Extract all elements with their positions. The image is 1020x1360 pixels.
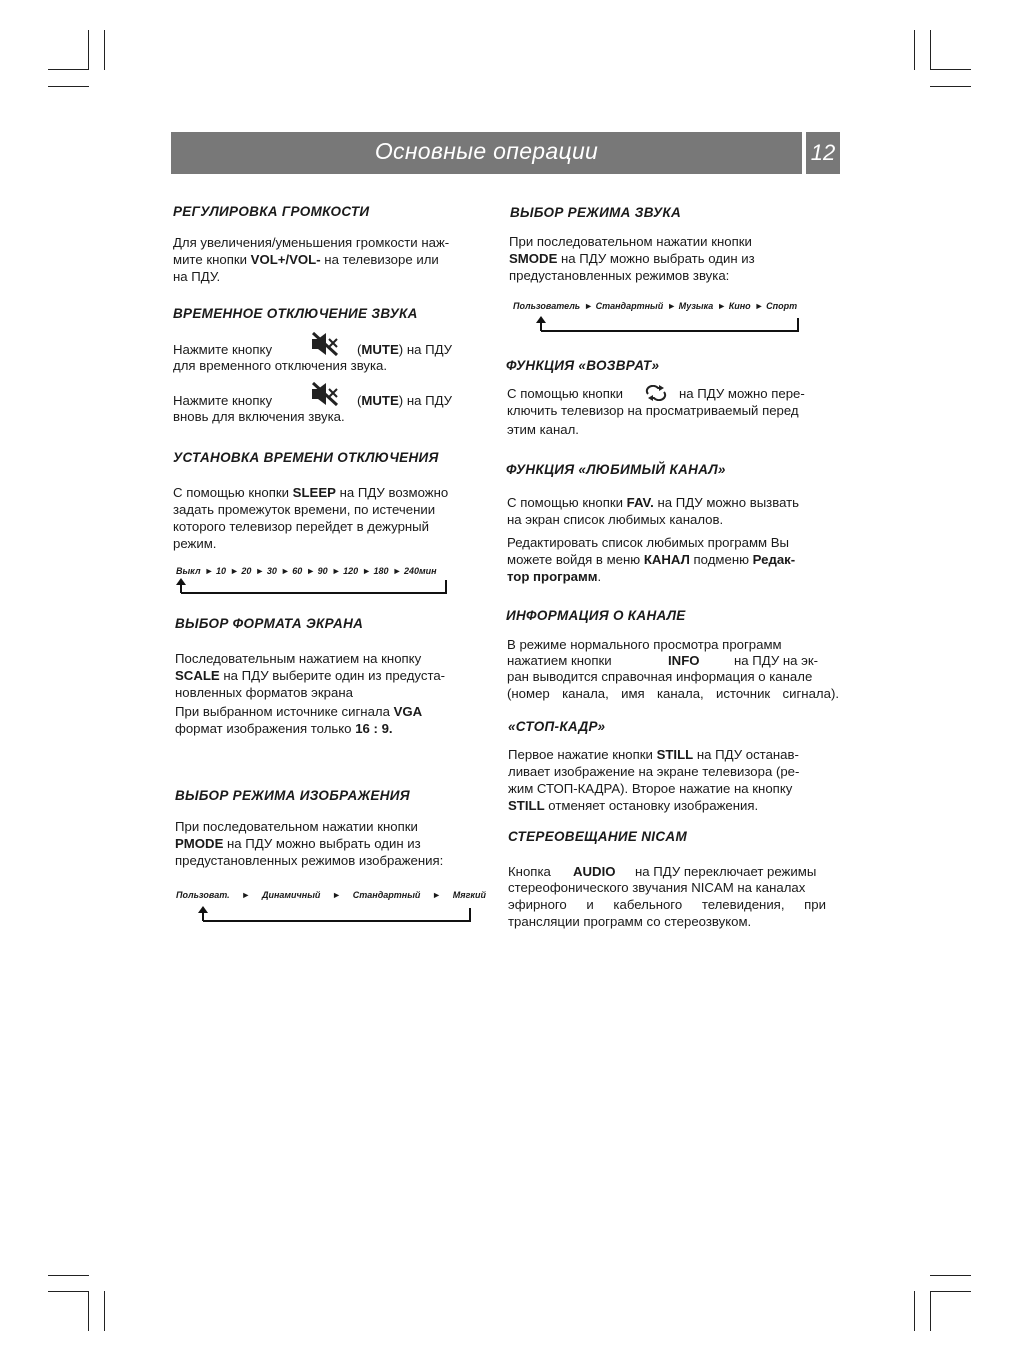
info-text-2-key: INFO <box>668 653 700 668</box>
crop-mark <box>930 86 971 87</box>
cycle-return-arrow <box>198 906 478 926</box>
info-text-1: В режиме нормального просмотра программ <box>507 637 782 652</box>
info-heading: ИНФОРМАЦИЯ О КАНАЛЕ <box>506 608 686 623</box>
nicam-text-1a: Кнопка <box>508 864 551 879</box>
mute-text-1b: (MUTE) на ПДУ <box>357 342 453 357</box>
crop-mark <box>48 86 89 87</box>
nicam-text-1b: на ПДУ переключает режимы <box>635 864 817 879</box>
mute-text-1a: Нажмите кнопку <box>173 342 273 357</box>
mute-text-2c: вновь для включения звука. <box>173 409 345 424</box>
cycle-return-arrow <box>536 316 806 336</box>
nicam-heading: СТЕРЕОВЕЩАНИЕ NICAM <box>508 829 688 844</box>
crop-mark <box>88 30 89 70</box>
crop-mark <box>88 1291 89 1331</box>
format-heading: ВЫБОР ФОРМАТА ЭКРАНА <box>175 616 364 631</box>
fav-text: С помощью кнопки FAV. на ПДУ можно вызвать на экран список любимых каналов. Редактировать список любимых программ Вы можете войдя в меню КАНАЛ подменю Редак- тор программ. <box>507 495 800 584</box>
mute-speaker-icon <box>310 381 340 407</box>
format-text-2: SCALE на ПДУ выберите один из предуста- новленных форматов экрана При выбранном источнике сигнала VGA формат изображения только 16 : 9. <box>175 668 446 736</box>
crop-mark <box>914 30 915 70</box>
info-text-2b: на ПДУ на эк- <box>734 653 819 668</box>
volume-heading: РЕГУЛИРОВКА ГРОМКОСТИ <box>173 204 370 219</box>
return-text-1a: С помощью кнопки <box>507 386 624 401</box>
cycle-return-arrow <box>176 578 456 598</box>
crop-mark <box>930 30 931 70</box>
crop-mark <box>48 69 89 70</box>
section-title: Основные операции <box>374 138 599 164</box>
sleep-heading: УСТАНОВКА ВРЕМЕНИ ОТКЛЮЧЕНИЯ <box>173 450 439 465</box>
info-text-2a: нажатием кнопки <box>507 653 612 668</box>
return-arrows-icon <box>644 385 668 401</box>
mute-speaker-icon <box>310 331 340 357</box>
smode-text: При последовательном нажатии кнопки SMODE на ПДУ можно выбрать один из предустановленных режимов звука: <box>509 234 755 283</box>
still-text: Первое нажатие кнопки STILL на ПДУ останав- ливает изображение на экране телевизора (ре- жим СТОП-КАДРА). Второе нажатие на кнопку STILL отменяет остановку изображения. <box>508 747 800 813</box>
crop-mark <box>104 30 105 70</box>
return-text-2: ключить телевизор на просматриваемый перед этим канал. <box>507 403 799 437</box>
nicam-text-2: стереофонического звучания NICAM на каналах эфирного и кабельного телевидения, при трансляции программ со стереозвуком. <box>508 880 826 929</box>
pmode-sequence: Пользоват. ► Динамичный ► Стандартный ► Мягкий <box>176 890 486 900</box>
sleep-text: С помощью кнопки SLEEP на ПДУ возможно задать промежуток времени, по истечении которого телевизор перейдет в дежурный режим. <box>173 485 449 551</box>
format-text: Последовательным нажатием на кнопку <box>175 651 422 666</box>
mute-text-2b: (MUTE) на ПДУ <box>357 393 453 408</box>
return-text-1b: на ПДУ можно пере- <box>679 386 805 401</box>
crop-mark <box>914 1291 915 1331</box>
mute-heading: ВРЕМЕННОЕ ОТКЛЮЧЕНИЕ ЗВУКА <box>173 306 418 321</box>
crop-mark <box>930 69 971 70</box>
section-header-bar <box>171 132 802 174</box>
info-text-3: ран выводится справочная информация о канале (номер канала, имя канала, источник сигнала). <box>507 669 839 701</box>
page-number: 12 <box>806 132 840 174</box>
mute-text-2a: Нажмите кнопку <box>173 393 273 408</box>
crop-mark <box>930 1291 931 1331</box>
return-heading: ФУНКЦИЯ «ВОЗВРАТ» <box>506 358 660 373</box>
smode-sequence: Пользователь ► Стандартный ► Музыка ► Кино ► Спорт <box>513 301 798 311</box>
pmode-heading: ВЫБОР РЕЖИМА ИЗОБРАЖЕНИЯ <box>175 788 410 803</box>
crop-mark <box>930 1291 971 1292</box>
fav-heading: ФУНКЦИЯ «ЛЮБИМЫЙ КАНАЛ» <box>506 462 726 477</box>
still-heading: «СТОП-КАДР» <box>508 719 606 734</box>
crop-mark <box>48 1291 89 1292</box>
pmode-text: При последовательном нажатии кнопки PMODE на ПДУ можно выбрать один из предустановленных режимов изображения: <box>175 819 444 868</box>
smode-heading: ВЫБОР РЕЖИМА ЗВУКА <box>510 205 682 220</box>
nicam-text-1-key: AUDIO <box>573 864 616 879</box>
crop-mark <box>104 1291 105 1331</box>
crop-mark <box>48 1275 89 1276</box>
crop-mark <box>930 1275 971 1276</box>
volume-text: Для увеличения/уменьшения громкости наж- мите кнопки VOL+/VOL- на телевизоре или на ПДУ. <box>173 235 450 284</box>
sleep-sequence: Выкл ► 10 ► 20 ► 30 ► 60 ► 90 ► 120 ► 180 ► 240мин <box>176 566 437 576</box>
mute-text-1c: для временного отключения звука. <box>173 358 388 373</box>
